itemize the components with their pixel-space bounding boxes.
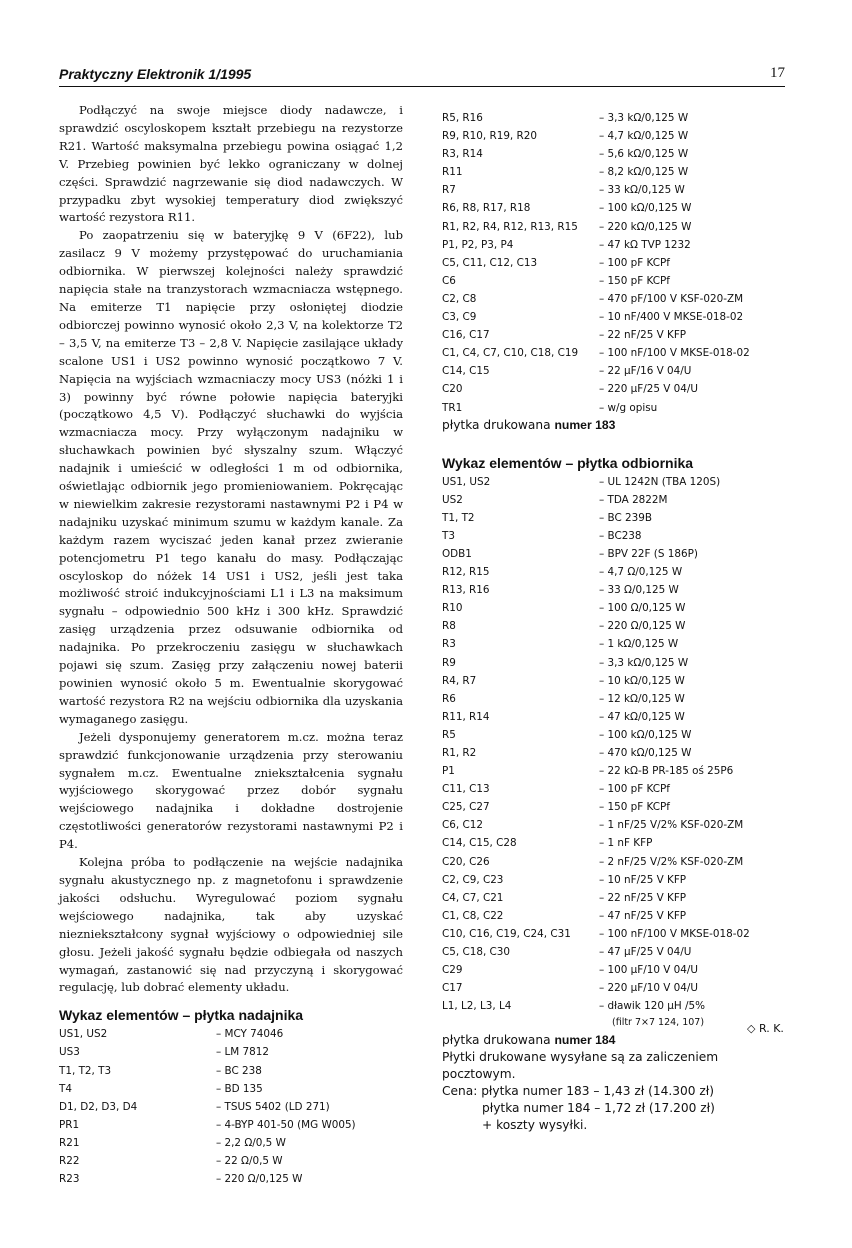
receiver-list-title: Wykaz elementów – płytka odbiornika (442, 454, 694, 471)
part-designator: T4 (59, 1082, 72, 1095)
part-value: – 100 nF/100 V MKSE-018-02 (599, 927, 750, 940)
part-value: – 3,3 kΩ/0,125 W (599, 112, 689, 124)
part-designator: C4, C7, C21 (442, 891, 504, 904)
part-designator: R11, R14 (442, 710, 490, 723)
part-row (442, 744, 787, 762)
part-value: – TSUS 5402 (LD 271) (216, 1100, 330, 1113)
board-number: numer 184 (554, 1033, 616, 1048)
part-designator: C1, C8, C22 (442, 909, 504, 922)
part-designator: R9 (442, 656, 456, 669)
part-row (442, 943, 787, 961)
left-column (59, 102, 403, 1188)
part-designator: R7 (442, 184, 456, 197)
part-row (442, 961, 787, 979)
part-value: – 100 nF/100 V MKSE-018-02 (599, 347, 750, 360)
part-row (442, 344, 787, 362)
part-value: – 10 kΩ/0,125 W (599, 674, 685, 687)
part-row (442, 380, 787, 398)
transmitter-parts-list-part-1 (59, 1025, 403, 1188)
part-value: – 4,7 Ω/0,125 W (599, 566, 683, 579)
part-value: – 220 μF/10 V 04/U (599, 982, 698, 995)
part-value: – 150 pF KCPf (599, 274, 670, 287)
part-designator: US1, US2 (442, 475, 491, 488)
part-designator: PR1 (59, 1118, 80, 1131)
part-value: – 220 Ω/0,125 W (599, 620, 686, 633)
part-designator: D1, D2, D3, D4 (59, 1100, 138, 1113)
part-row (59, 1116, 403, 1134)
part-row (442, 199, 787, 217)
part-value: – 33 kΩ/0,125 W (599, 184, 685, 197)
part-value: – 12 kΩ/0,125 W (599, 692, 685, 705)
part-designator: R3 (442, 638, 456, 651)
part-designator: T3 (442, 529, 455, 542)
part-value: – BC238 (599, 529, 642, 542)
part-designator: C2, C8 (442, 292, 477, 305)
part-value: – 2 nF/25 V/2% KSF-020-ZM (599, 855, 744, 868)
part-row (442, 798, 787, 816)
part-value: – 47 μF/25 V 04/U (599, 946, 692, 959)
part-row (442, 871, 787, 889)
board-label: płytka drukowana (442, 417, 551, 432)
part-value: – 22 Ω/0,5 W (216, 1154, 283, 1167)
part-designator: R5 (442, 728, 456, 741)
part-designator: C20 (442, 383, 463, 396)
part-designator: C6 (442, 274, 456, 287)
part-designator: R9, R10, R19, R20 (442, 130, 537, 143)
part-row (442, 527, 787, 545)
journal-title: Praktyczny Elektronik 1/1995 (59, 66, 252, 82)
part-row (442, 816, 787, 834)
part-value: – 2,2 Ω/0,5 W (216, 1136, 286, 1149)
part-value: – 4-BYP 401-50 (MG W005) (216, 1118, 356, 1131)
part-row (442, 853, 787, 871)
part-row (442, 509, 787, 527)
shipping-info: Płytki drukowane wysyłane są za zaliczeniem pocztowym. (442, 1050, 719, 1082)
part-row (442, 473, 787, 491)
part-row (59, 1043, 403, 1061)
part-row (442, 326, 787, 344)
part-row (442, 834, 787, 852)
part-designator: R23 (59, 1173, 80, 1186)
part-designator: C11, C13 (442, 783, 490, 796)
part-designator: R8 (442, 620, 456, 633)
part-designator: R6, R8, R17, R18 (442, 202, 531, 215)
part-value: – 22 μF/16 V 04/U (599, 365, 692, 378)
part-designator: C14, C15 (442, 365, 490, 378)
part-value: – LM 7812 (216, 1046, 269, 1059)
part-designator: C3, C9 (442, 311, 477, 324)
part-designator: C1, C4, C7, C10, C18, C19 (442, 347, 579, 360)
part-designator: R1, R2, R4, R12, R13, R15 (442, 220, 578, 233)
part-designator: C16, C17 (442, 329, 490, 342)
part-row (442, 726, 787, 744)
part-designator: C29 (442, 964, 463, 977)
part-row (442, 491, 787, 509)
part-designator: R5, R16 (442, 112, 483, 124)
body-paragraph-1: Podłączyć na swoje miejsce diody nadawcze, i sprawdzić oscyloskopem kształt przebiegu na rezystorze R21. Wartość maksymalna przebiegu powina osiągać 1,2 V. Przebieg powinien być lekko ograniczany w dolnej części. Sprawdzić nagrzewanie się diod nadawczych. W przypadku zbyt wysokiej temperatury diod zwiększyć wartość rezystora R11. (59, 103, 403, 225)
author-signature: ◇ R. K. (747, 1022, 784, 1035)
part-value: – 100 Ω/0,125 W (599, 602, 686, 615)
part-designator: C20, C26 (442, 855, 490, 868)
part-designator: R3, R14 (442, 148, 483, 161)
part-value: – 22 nF/25 V KFP (599, 891, 687, 904)
part-value: – 1 nF/25 V/2% KSF-020-ZM (599, 819, 744, 832)
part-row (442, 979, 787, 997)
part-value: – w/g opisu (599, 401, 658, 414)
body-paragraph-3: Jeżeli dysponujemy generatorem m.cz. można teraz sprawdzić funkcjonowanie urządzenia przy sterowaniu sygnałem m.cz. Ewentualne zniekształcenia sygnału wyjściowego skorygować przez dobór sygnału wejściowego nadajnika i dokładne dostrojenie częstotliwości generatorów rezystorami nastawnymi P2 i P4. (59, 729, 403, 852)
page-header (59, 62, 785, 87)
part-row (59, 1080, 403, 1098)
part-row (442, 236, 787, 254)
part-designator: US2 (442, 493, 463, 506)
body-paragraph-2: Po zaopatrzeniu się w bateryjkę 9 V (6F22), lub zasilacz 9 V możemy przystępować do uruchamiania odbiornika. W pierwszej kolejności należy sprawdzić napięcia stałe na tranzystorach wzmacniacza wstępnego. Na emiterze T1 napięcie przy osłoniętej diodzie odbiorczej powinno wynosić około 2,3 V, na kolektorze T2 – 3,5 V, na emiterze T3 – 2,8 V. Napięcie zasilające układy scalone US1 i US2 powinno wynosić początkowo 7 V. Napięcia na wyjściach wzmacniaczy mocy US3 (nóżki 1 i 3) powinny być równe połowie napięcia bateryjki (początkowo 4,5 V). Podłączyć słuchawki do wyjścia wzmacniacza mocy. Przy wyłączonym nadajniku w słuchawkach powinien być słyszalny szum. Włączyć nadajnik i umieścić w odległości 1 m od odbiornika, oświetlając odbiornik jego promieniowaniem. Pokręcając w niewielkim zakresie rezystorami nastawnymi P2 i P4 w nadajniku uzyskać minimum szumu w każdym kanale. Za każdym razem wyciszać jeden kanał przez zwieranie potencjometru P1 tego kanału do masy. Podłączając oscyloskop do nóżek 14 US1 i US2, jeśli jest taka możliwość stroić indukcyjnościami L1 i L3 na maksimum sygnału – odpowiednio 500 kHz i 300 kHz. Sprawdzić zasięg urządzenia przez odsuwanie odbiornika od nadajnika. Po przekroczeniu zasięgu w słuchawkach pojawi się szum. Zasięg przy załączeniu nowej baterii powinien wynosić około 5 m. Ewentualnie skorygować wartość rezystora R2 na wejściu odbiornika dla uzyskania wymaganego zasięgu. (59, 228, 403, 726)
part-row (442, 672, 787, 690)
part-value: – 5,6 kΩ/0,125 W (599, 148, 689, 161)
part-row (442, 889, 787, 907)
transmitter-parts-list-part-2 (442, 109, 787, 417)
part-value: – 1 kΩ/0,125 W (599, 638, 679, 651)
shipping-cost: + koszty wysyłki. (482, 1118, 588, 1133)
part-row (442, 254, 787, 272)
part-designator: C5, C18, C30 (442, 946, 511, 959)
part-value: – 33 Ω/0,125 W (599, 584, 679, 597)
board-label: płytka drukowana (442, 1033, 551, 1048)
part-row (442, 272, 787, 290)
part-row (442, 127, 787, 145)
part-row (442, 635, 787, 653)
part-value: – 3,3 kΩ/0,125 W (599, 656, 689, 669)
part-designator: P1, P2, P3, P4 (442, 238, 514, 251)
transmitter-board-line (442, 417, 787, 434)
part-value: – MCY 74046 (216, 1028, 284, 1041)
part-designator: C10, C16, C19, C24, C31 (442, 927, 571, 940)
part-value: – UL 1242N (TBA 120S) (599, 475, 721, 488)
part-designator: C25, C27 (442, 801, 490, 814)
part-value: – 100 kΩ/0,125 W (599, 202, 692, 215)
page-number: 17 (770, 65, 785, 81)
part-value: – 1 nF KFP (599, 837, 653, 850)
part-designator: R22 (59, 1154, 80, 1167)
receiver-parts-list (442, 473, 787, 1016)
part-value: – 100 pF KCPf (599, 783, 670, 796)
part-row (59, 1134, 403, 1152)
part-designator: C6, C12 (442, 819, 483, 832)
part-designator: US1, US2 (59, 1028, 108, 1041)
part-value: – 10 nF/400 V MKSE-018-02 (599, 311, 744, 324)
part-value: – 22 kΩ-B PR-185 oś 25P6 (599, 765, 734, 778)
part-row (59, 1170, 403, 1188)
part-designator: T1, T2 (442, 511, 475, 524)
part-row (442, 218, 787, 236)
part-row (442, 163, 787, 181)
part-row (442, 399, 787, 417)
part-row (442, 617, 787, 635)
part-value: – 100 pF KCPf (599, 256, 670, 269)
part-row (442, 708, 787, 726)
price-label: Cena: (442, 1084, 478, 1099)
part-value: – 10 nF/25 V KFP (599, 873, 687, 886)
filter-note: (filtr 7×7 124, 107) (612, 1017, 705, 1029)
part-row (442, 762, 787, 780)
part-row (442, 907, 787, 925)
part-value: – 100 μF/10 V 04/U (599, 964, 698, 977)
part-designator: R13, R16 (442, 584, 490, 597)
transmitter-list-title: Wykaz elementów – płytka nadajnika (59, 1007, 304, 1024)
receiver-board-line (442, 1032, 787, 1049)
part-value: – 470 kΩ/0,125 W (599, 747, 692, 759)
price-board-184: płytka numer 184 – 1,72 zł (17.200 zł) (482, 1101, 715, 1116)
part-designator: R21 (59, 1136, 80, 1149)
part-designator: L1, L2, L3, L4 (442, 1000, 512, 1013)
part-value: – 22 nF/25 V KFP (599, 329, 687, 342)
part-designator: C14, C15, C28 (442, 837, 517, 850)
part-designator: US3 (59, 1046, 80, 1059)
part-value: – 47 nF/25 V KFP (599, 909, 687, 922)
part-row (442, 545, 787, 563)
part-row (59, 1025, 403, 1043)
part-designator: R4, R7 (442, 674, 477, 687)
part-row (442, 599, 787, 617)
part-value: – 47 kΩ TVP 1232 (599, 238, 691, 251)
part-value: – BC 239B (599, 511, 652, 524)
part-designator: T1, T2, T3 (59, 1064, 112, 1077)
part-value: – 4,7 kΩ/0,125 W (599, 130, 689, 143)
part-value: – BC 238 (216, 1064, 262, 1077)
part-row (59, 1152, 403, 1170)
part-value: – 150 pF KCPf (599, 801, 670, 814)
part-value: – dławik 120 μH /5% (599, 1000, 705, 1013)
part-value: – TDA 2822M (599, 493, 668, 506)
part-row (442, 145, 787, 163)
part-row (442, 925, 787, 943)
part-designator: C5, C11, C12, C13 (442, 256, 538, 269)
part-designator: TR1 (442, 401, 463, 414)
price-line-1 (442, 1083, 787, 1100)
part-designator: ODB1 (442, 547, 472, 560)
part-row (442, 290, 787, 308)
part-value: – 47 kΩ/0,125 W (599, 710, 685, 723)
part-row (442, 581, 787, 599)
part-designator: R11 (442, 166, 463, 179)
price-board-183: płytka numer 183 – 1,43 zł (14.300 zł) (481, 1084, 715, 1099)
part-value: – BPV 22F (S 186P) (599, 547, 698, 560)
part-row (442, 181, 787, 199)
part-designator: C17 (442, 982, 463, 995)
part-row (442, 308, 787, 326)
part-value: – 220 kΩ/0,125 W (599, 220, 692, 233)
part-row (442, 563, 787, 581)
right-column (442, 109, 787, 1134)
part-designator: R1, R2 (442, 747, 477, 759)
part-value: – 470 pF/100 V KSF-020-ZM (599, 292, 744, 305)
part-row (442, 690, 787, 708)
part-row (442, 654, 787, 672)
part-designator: R10 (442, 602, 463, 615)
part-value: – 100 kΩ/0,125 W (599, 728, 692, 741)
part-row (442, 362, 787, 380)
body-paragraph-4: Kolejna próba to podłączenie na wejście nadajnika sygnału akustycznego np. z magnetofonu i sprawdzenie jakości odsłuchu. Wyregulować poziom sygnału wejściowego nadajnika, tak aby uzyskać niezniekształcony sygnał wyjściowy o odpowiedniej sile głosu. Jeżeli jakość sygnału będzie odbiegała od naszych wymagań, zastanowić się nad przyczyną i skorygować regulację, lub dobrać elementy układu. (59, 855, 403, 995)
part-row (442, 780, 787, 798)
part-designator: R6 (442, 692, 456, 705)
board-number: numer 183 (554, 417, 616, 432)
part-value: – 220 μF/25 V 04/U (599, 383, 698, 396)
part-value: – 8,2 kΩ/0,125 W (599, 166, 689, 179)
part-designator: R12, R15 (442, 566, 490, 579)
part-row (442, 997, 787, 1015)
part-value: – BD 135 (216, 1082, 263, 1095)
part-value: – 220 Ω/0,125 W (216, 1173, 303, 1186)
part-row (59, 1098, 403, 1116)
part-designator: P1 (442, 765, 455, 778)
part-row (442, 109, 787, 127)
part-row (59, 1062, 403, 1080)
part-designator: C2, C9, C23 (442, 873, 504, 886)
